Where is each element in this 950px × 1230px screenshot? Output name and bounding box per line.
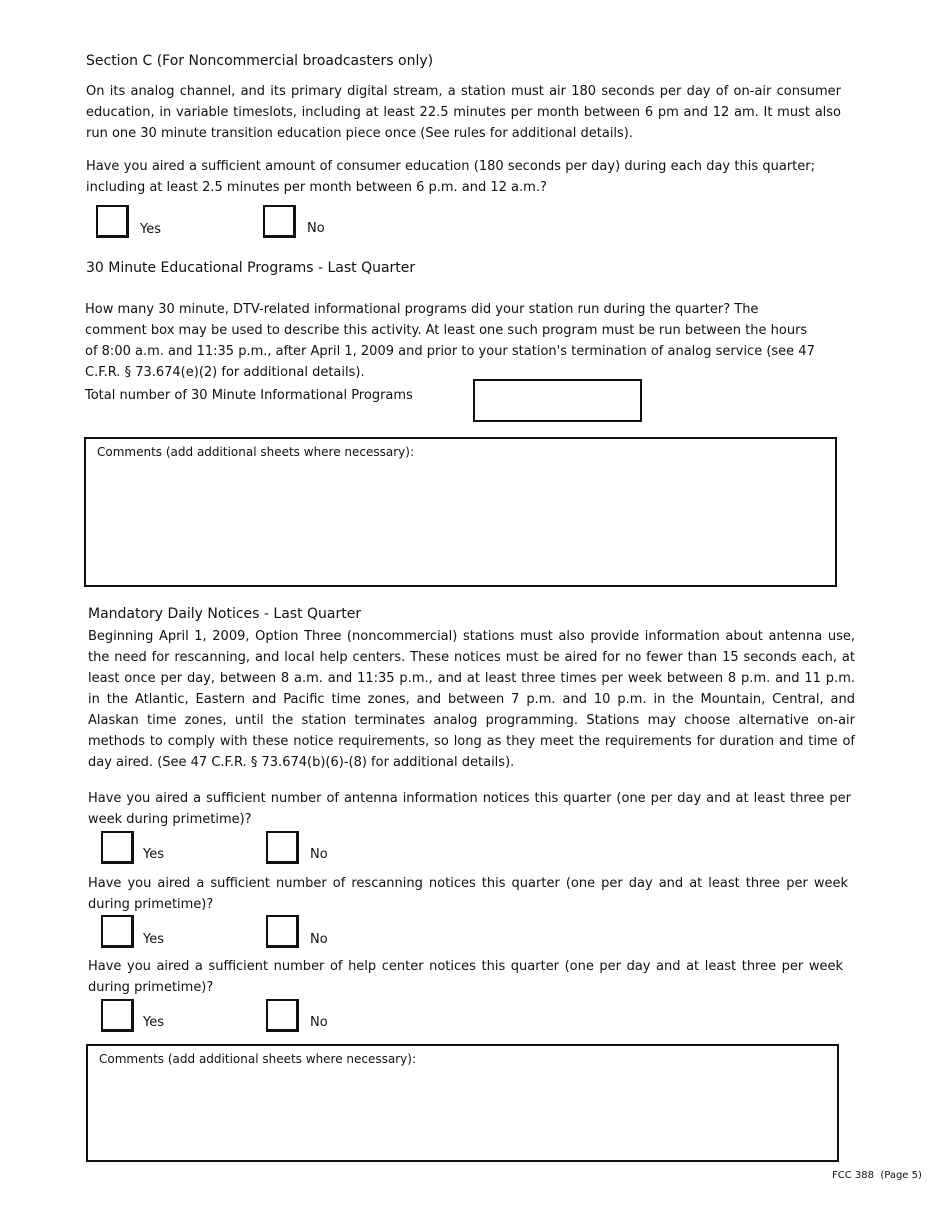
consumer-education-no-checkbox[interactable] bbox=[263, 205, 296, 238]
antenna-no-label: No bbox=[310, 847, 328, 862]
help-center-no-label: No bbox=[310, 1015, 328, 1030]
consumer-education-no-label: No bbox=[307, 221, 325, 236]
antenna-question: Have you aired a sufficient number of antenna information notices this quarter (one per day and at least three per week during primetime)? bbox=[88, 791, 851, 827]
consumer-education-yes-label: Yes bbox=[140, 222, 161, 237]
help-center-yes-label: Yes bbox=[143, 1015, 164, 1030]
section-c-intro: On its analog channel, and its primary digital stream, a station must air 180 seconds per day of on-air consumer education, in variable timeslots, including at least 22.5 minutes per month between 6 pm and 12 am. It must also run one 30 minute transition education piece once (See rules for additional details). bbox=[86, 84, 841, 141]
antenna-yes-checkbox[interactable] bbox=[101, 831, 134, 864]
programs-title: 30 Minute Educational Programs - Last Quarter bbox=[86, 260, 416, 276]
notices-comments-box[interactable] bbox=[86, 1044, 839, 1162]
antenna-yes-label: Yes bbox=[143, 847, 164, 862]
rescanning-yes-label: Yes bbox=[143, 932, 164, 947]
consumer-education-yes-checkbox[interactable] bbox=[96, 205, 129, 238]
section-c-title: Section C (For Noncommercial broadcasters only) bbox=[86, 53, 434, 69]
help-center-yes-checkbox[interactable] bbox=[101, 999, 134, 1032]
programs-comments-label: Comments (add additional sheets where necessary): bbox=[97, 445, 415, 459]
total-programs-input[interactable] bbox=[473, 379, 642, 422]
page-footer: FCC 388 (Page 5) bbox=[832, 1170, 922, 1181]
programs-text: How many 30 minute, DTV-related informational programs did your station run during the quarter? The comment box may be used to describe this activity. At least one such program must be run between the hours of 8:00 a.m. and 11:35 p.m., after April 1, 2009 and prior to your station's termination of analog service (see 47 C.F.R. § 73.674(e)(2) for additional details). bbox=[85, 302, 815, 380]
programs-comments-box[interactable] bbox=[84, 437, 837, 587]
total-programs-label: Total number of 30 Minute Informational Programs bbox=[85, 388, 413, 403]
notices-text: Beginning April 1, 2009, Option Three (noncommercial) stations must also provide information about antenna use, the need for rescanning, and local help centers. These notices must be aired for no fewer than 15 seconds each, at least once per day, between 8 a.m. and 11:35 p.m., and at least three times per week between 8 p.m. and 11 p.m. in the Atlantic, Eastern and Pacific time zones, and between 7 p.m. and 10 p.m. in the Mountain, Central, and Alaskan time zones, until the station terminates analog programming. Stations may choose alternative on-air methods to comply with these notice requirements, so long as they meet the requirements for duration and time of day aired. (See 47 C.F.R. § 73.674(b)(6)-(8) for additional details). bbox=[88, 629, 855, 770]
rescanning-no-checkbox[interactable] bbox=[266, 915, 299, 948]
rescanning-yes-checkbox[interactable] bbox=[101, 915, 134, 948]
rescanning-no-label: No bbox=[310, 932, 328, 947]
antenna-no-checkbox[interactable] bbox=[266, 831, 299, 864]
notices-title: Mandatory Daily Notices - Last Quarter bbox=[88, 606, 362, 622]
notices-comments-label: Comments (add additional sheets where necessary): bbox=[99, 1052, 417, 1066]
help-center-question: Have you aired a sufficient number of help center notices this quarter (one per day and at least three per week during primetime)? bbox=[88, 959, 843, 995]
rescanning-question: Have you aired a sufficient number of rescanning notices this quarter (one per day and at least three per week during primetime)? bbox=[88, 876, 848, 912]
section-c-question: Have you aired a sufficient amount of consumer education (180 seconds per day) during each day this quarter; including at least 2.5 minutes per month between 6 p.m. and 12 a.m.? bbox=[86, 159, 815, 195]
help-center-no-checkbox[interactable] bbox=[266, 999, 299, 1032]
